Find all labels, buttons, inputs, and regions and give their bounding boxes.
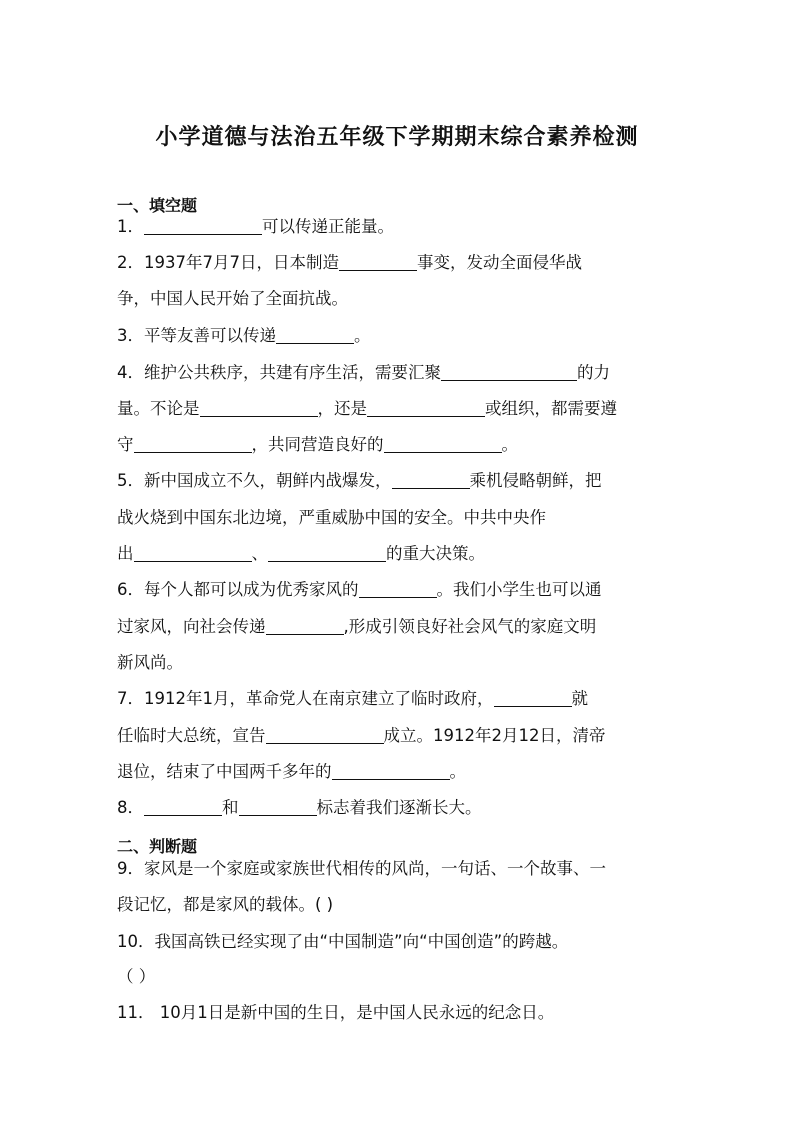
question-4-line-1 <box>117 362 610 384</box>
question-text: 出 <box>117 544 134 563</box>
question-text: 。 <box>501 435 518 454</box>
question-text: 5．新中国成立不久，朝鲜内战爆发， <box>117 471 392 490</box>
question-6-line-2 <box>117 616 596 638</box>
answer-blank[interactable] <box>276 325 354 344</box>
question-9-line-1: 9．家风是一个家庭或家族世代相传的风尚，一句话、一个故事、一 <box>117 859 606 878</box>
answer-blank[interactable] <box>441 362 577 381</box>
answer-blank[interactable] <box>384 434 502 453</box>
question-5-line-2: 战火烧到中国东北边境，严重威胁中国的安全。中共中央作 <box>117 508 546 527</box>
question-8 <box>117 797 482 819</box>
question-2-line-2: 争，中国人民开始了全面抗战。 <box>117 289 348 308</box>
question-text: ，还是 <box>317 399 367 418</box>
question-text: 7．1912年1月，革命党人在南京建立了临时政府， <box>117 689 494 708</box>
question-text: 过家风，向社会传递 <box>117 617 266 636</box>
answer-blank[interactable] <box>134 543 252 562</box>
question-3 <box>117 325 371 347</box>
question-text: 事变，发动全面侵华战 <box>417 253 582 272</box>
answer-blank[interactable] <box>266 725 384 744</box>
question-6-line-3: 新风尚。 <box>117 653 183 672</box>
question-4-line-2 <box>117 398 617 420</box>
section-heading-true-false: 二、判断题 <box>117 837 198 856</box>
section-heading-fill-in: 一、填空题 <box>117 196 198 215</box>
question-text: 1． <box>117 217 144 236</box>
question-4-line-3 <box>117 434 518 456</box>
page-title: 小学道德与法治五年级下学期期末综合素养检测 <box>155 125 639 150</box>
answer-blank[interactable] <box>144 216 262 235</box>
question-text: 成立。1912年2月12日，清帝 <box>383 726 606 745</box>
question-5-line-3 <box>117 543 485 565</box>
question-text: 6．每个人都可以成为优秀家风的 <box>117 580 359 599</box>
question-7-line-3 <box>117 761 466 783</box>
answer-blank[interactable] <box>268 543 386 562</box>
answer-blank[interactable] <box>359 579 437 598</box>
question-text: 3．平等友善可以传递 <box>117 326 276 345</box>
question-text: ,形成引领良好社会风气的家庭文明 <box>343 617 597 636</box>
answer-blank[interactable] <box>134 434 252 453</box>
answer-blank[interactable] <box>266 616 344 635</box>
answer-blank[interactable] <box>144 797 222 816</box>
question-11: 11． 10月1日是新中国的生日，是中国人民永远的纪念日。 <box>117 1003 555 1022</box>
question-6-line-1 <box>117 579 602 601</box>
answer-blank[interactable] <box>239 797 317 816</box>
question-text: 的重大决策。 <box>386 544 485 563</box>
question-text: 。 <box>354 326 371 345</box>
answer-blank[interactable] <box>367 398 485 417</box>
question-text: ，共同营造良好的 <box>251 435 384 454</box>
question-text: 或组织，都需要遵 <box>485 399 617 418</box>
answer-blank[interactable] <box>392 470 470 489</box>
question-7-line-2 <box>117 725 606 747</box>
question-text: 就 <box>571 689 588 708</box>
answer-blank[interactable] <box>339 252 417 271</box>
answer-blank[interactable] <box>494 688 572 707</box>
question-text: 8． <box>117 798 144 817</box>
question-text: 。 <box>449 762 466 781</box>
question-10-line-1: 10．我国高铁已经实现了由“中国制造”向“中国创造”的跨越。 <box>117 932 569 951</box>
question-text: 。我们小学生也可以通 <box>436 580 602 599</box>
question-10-line-2: （ ） <box>117 967 156 986</box>
question-2-line-1 <box>117 252 582 274</box>
question-5-line-1 <box>117 470 602 492</box>
question-text: 4．维护公共秩序，共建有序生活，需要汇聚 <box>117 363 441 382</box>
question-text: 标志着我们逐渐长大。 <box>316 798 482 817</box>
question-text: 和 <box>222 798 239 817</box>
question-text: 的力 <box>577 363 610 382</box>
answer-blank[interactable] <box>332 761 450 780</box>
question-7-line-1 <box>117 688 588 710</box>
question-text: 量。不论是 <box>117 399 200 418</box>
question-text: 、 <box>251 544 268 563</box>
question-text: 任临时大总统，宣告 <box>117 726 266 745</box>
answer-blank[interactable] <box>200 398 318 417</box>
question-1 <box>117 216 394 238</box>
question-text: 退位，结束了中国两千多年的 <box>117 762 332 781</box>
question-text: 守 <box>117 435 134 454</box>
question-text: 2．1937年7月7日，日本制造 <box>117 253 339 272</box>
question-text: 乘机侵略朝鲜，把 <box>469 471 602 490</box>
question-9-line-2: 段记忆，都是家风的载体。( ) <box>117 895 334 914</box>
question-text: 可以传递正能量。 <box>262 217 394 236</box>
